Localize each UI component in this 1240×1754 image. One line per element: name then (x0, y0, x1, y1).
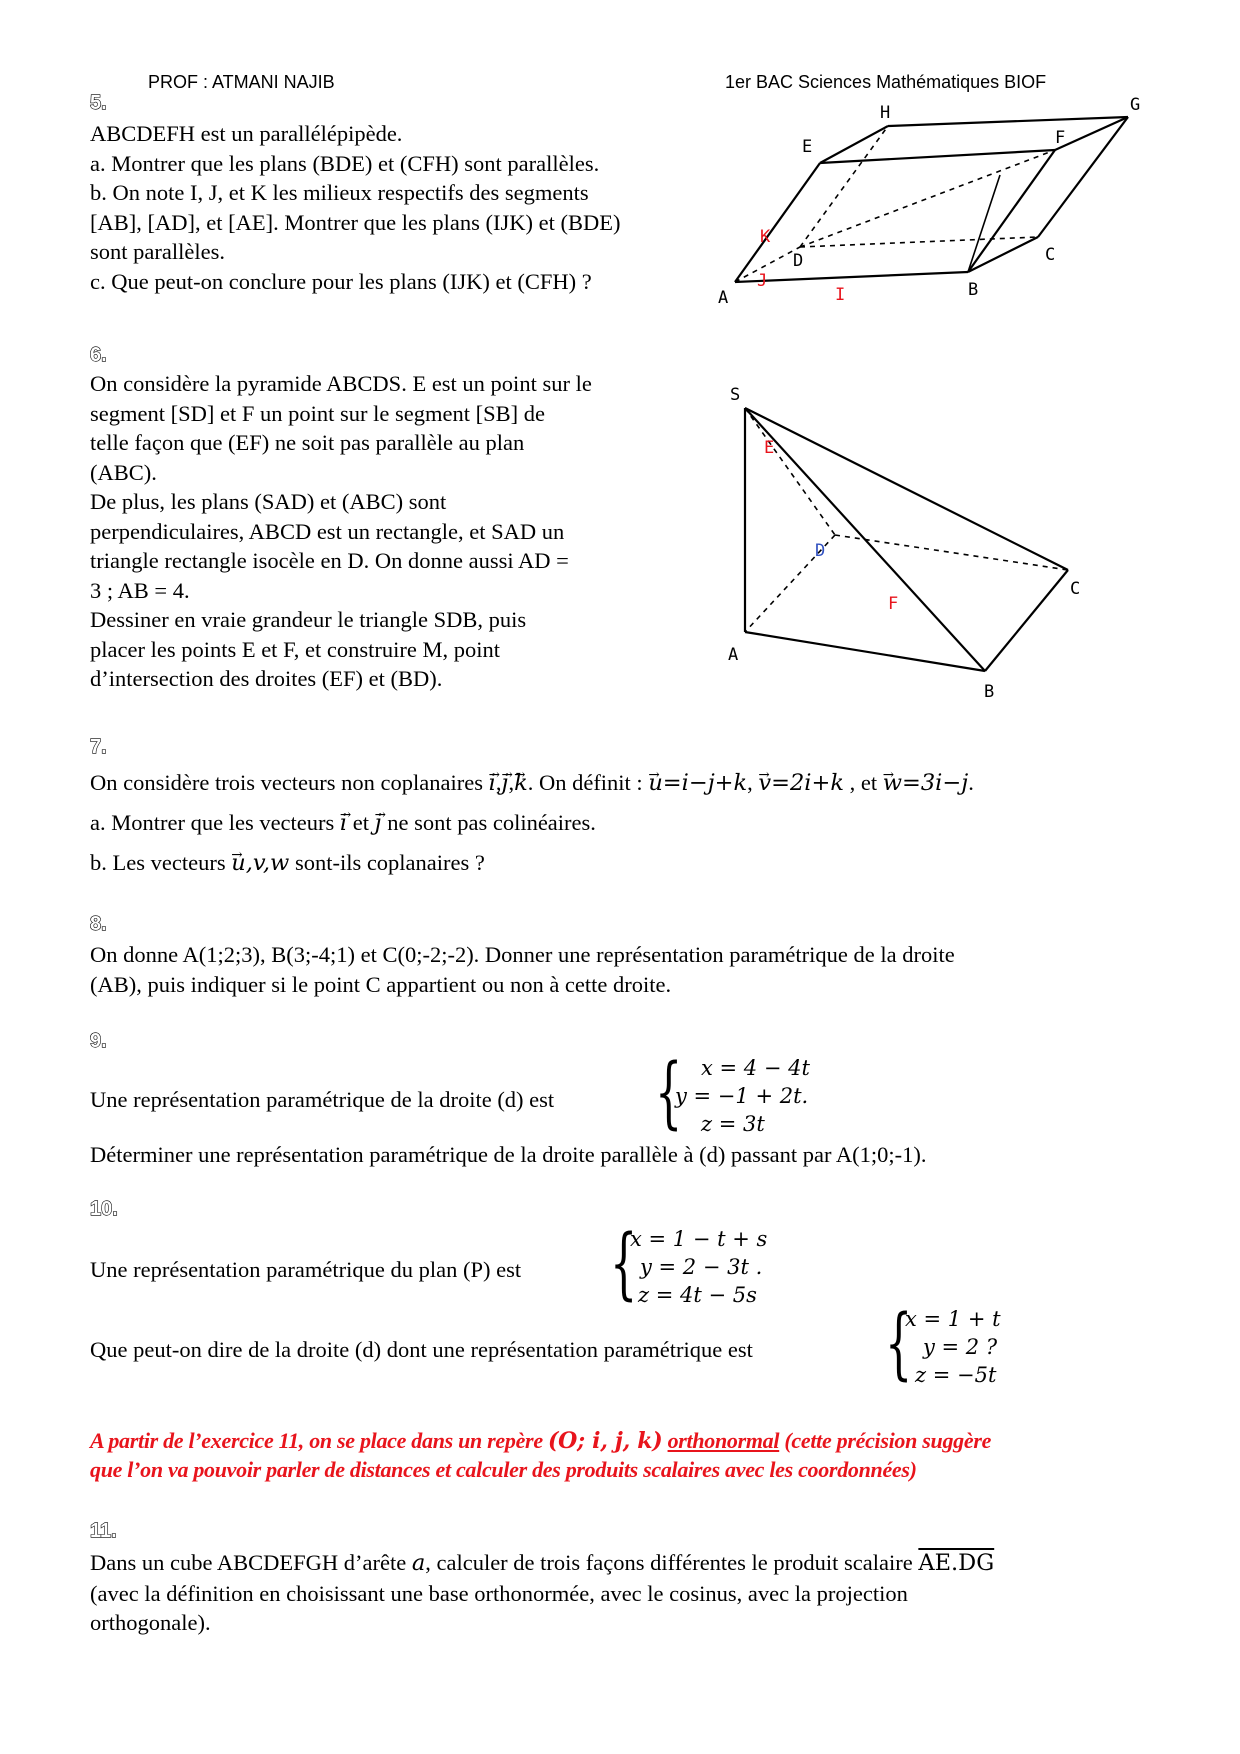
ex11-line-1: Dans un cube ABCDEFGH d’arête a, calculer de trois façons différentes le produit scalaire AE.DG (90, 1550, 995, 1576)
exercise-6-number: 6. (90, 344, 107, 366)
exercise-8-text (90, 940, 955, 999)
vector-w-definition: → w=3i−j (883, 768, 968, 798)
ex6-line: d’intersection des droites (EF) et (BD). (90, 666, 443, 691)
label-I: I (835, 285, 846, 305)
orthonormal-note-line-1: A partir de l’exercice 11, on se place dans un repère (O; i, j, k) orthonormal (cette précision suggère (90, 1428, 992, 1454)
ex11-line-2: (avec la définition en choisissant une base orthonormée, avec le cosinus, avec la projection (90, 1580, 908, 1606)
label-F: F (1055, 128, 1066, 148)
ex9-question: Déterminer une représentation paramétrique de la droite parallèle à (d) passant par A(1;0;-1). (90, 1142, 927, 1167)
exercise-9-number: 9. (90, 1030, 107, 1052)
label-A: A (718, 288, 729, 308)
label-J: J (757, 271, 768, 291)
label-K: K (760, 227, 771, 247)
label-D: D (793, 251, 804, 271)
edge-SD (745, 408, 835, 535)
ex6-line: segment [SD] et F un point sur le segment [SB] de (90, 400, 545, 426)
ex5-line: [AB], [AD], et [AE]. Montrer que les plans (IJK) et (BDE) (90, 209, 621, 235)
brace-icon: { (655, 1048, 683, 1138)
label-C: C (1045, 245, 1056, 265)
exercise-11-number: 11. (90, 1520, 117, 1542)
exercise-10-number: 10. (90, 1198, 118, 1220)
ex6-line: Dessiner en vraie grandeur le triangle SDB, puis (90, 607, 527, 632)
scalar-product-AE-DG: AE.DG (918, 1550, 995, 1576)
label-C: C (1070, 579, 1081, 599)
ex6-line: De plus, les plans (SAD) et (ABC) sont (90, 489, 447, 514)
header-class: 1er BAC Sciences Mathématiques BIOF (725, 72, 1047, 92)
ex6-line: placer les points E et F, et construire M, point (90, 636, 500, 662)
label-G: G (1130, 95, 1141, 115)
label-B: B (984, 682, 995, 702)
exercise-8-number: 8. (90, 913, 107, 935)
ex5-line: a. Montrer que les plans (BDE) et (CFH) sont parallèles. (90, 150, 600, 176)
label-H: H (880, 103, 891, 123)
label-F: F (888, 594, 899, 614)
ex7-line-b: b. Les vecteurs → u,v,w sont-ils coplanaires ? (90, 848, 974, 878)
edge-AB (745, 632, 985, 671)
vector-u-definition: → u=i−j+k (648, 768, 747, 798)
ex11-line-3: orthogonale). (90, 1610, 211, 1635)
ex6-line: telle façon que (EF) ne soit pas parallèle au plan (90, 430, 525, 455)
ex10-question: Que peut-on dire de la droite (d) dont une représentation paramétrique est (90, 1337, 753, 1362)
ex5-line: ABCDEFH est un parallélépipède. (90, 121, 403, 146)
brace-icon: { (885, 1299, 913, 1389)
ex10-intro: Une représentation paramétrique du plan (P) est (90, 1257, 522, 1282)
brace-icon: { (610, 1219, 638, 1309)
ex6-line: triangle rectangle isocèle en D. On donne aussi AD = (90, 548, 569, 573)
ex9-intro: Une représentation paramétrique de la droite (d) est (90, 1087, 555, 1112)
label-D: D (815, 541, 826, 561)
ex6-line: On considère la pyramide ABCDS. E est un point sur le (90, 371, 592, 396)
ex5-line: c. Que peut-on conclure pour les plans (IJK) et (CFH) ? (90, 268, 592, 294)
ex5-line: sont parallèles. (90, 239, 225, 264)
label-B: B (968, 280, 979, 300)
vectors-uvw: → u,v,w (231, 848, 289, 878)
ex8-line: On donne A(1;2;3), B(3;-4;1) et C(0;-2;-2). Donner une représentation paramétrique de la droite (90, 942, 955, 967)
ex6-line: 3 ; AB = 4. (90, 577, 190, 603)
orthonormal-underlined: orthonormal (667, 1428, 780, 1453)
label-E: E (764, 438, 775, 458)
frame-notation: (O; i, j, k) (547, 1428, 663, 1454)
exercise-11-text (90, 1548, 994, 1638)
orthonormal-note-line-2: que l’on va pouvoir parler de distances et calculer des produits scalaires avec les coordonnées) (90, 1457, 917, 1482)
ex6-line: (ABC). (90, 459, 157, 485)
exercise-7-number: 7. (90, 736, 107, 758)
header-author: PROF : ATMANI NAJIB (148, 72, 335, 92)
label-E: E (802, 137, 813, 157)
ex5-line: b. On note I, J, et K les milieux respectifs des segments (90, 180, 589, 205)
ex8-line: (AB), puis indiquer si le point C appartient ou non à cette droite. (90, 971, 672, 997)
label-A: A (728, 645, 739, 665)
ex7-line-a: a. Montrer que les vecteurs → i et → j ne sont pas colinéaires. (90, 808, 974, 838)
ex7-line-1: On considère trois vecteurs non coplanaires → i,→ j,→ k. On définit : → u=i−j+k, → v=2i+k , et → w=3i−j. (90, 768, 974, 798)
exercise-5-number: 5. (90, 92, 107, 114)
exercise-7-text (90, 768, 974, 878)
ex6-line: perpendiculaires, ABCD est un rectangle, et SAD un (90, 518, 565, 544)
edge-BC (985, 570, 1068, 671)
label-S: S (730, 385, 741, 405)
vector-v-definition: → v=2i+k (758, 768, 844, 798)
